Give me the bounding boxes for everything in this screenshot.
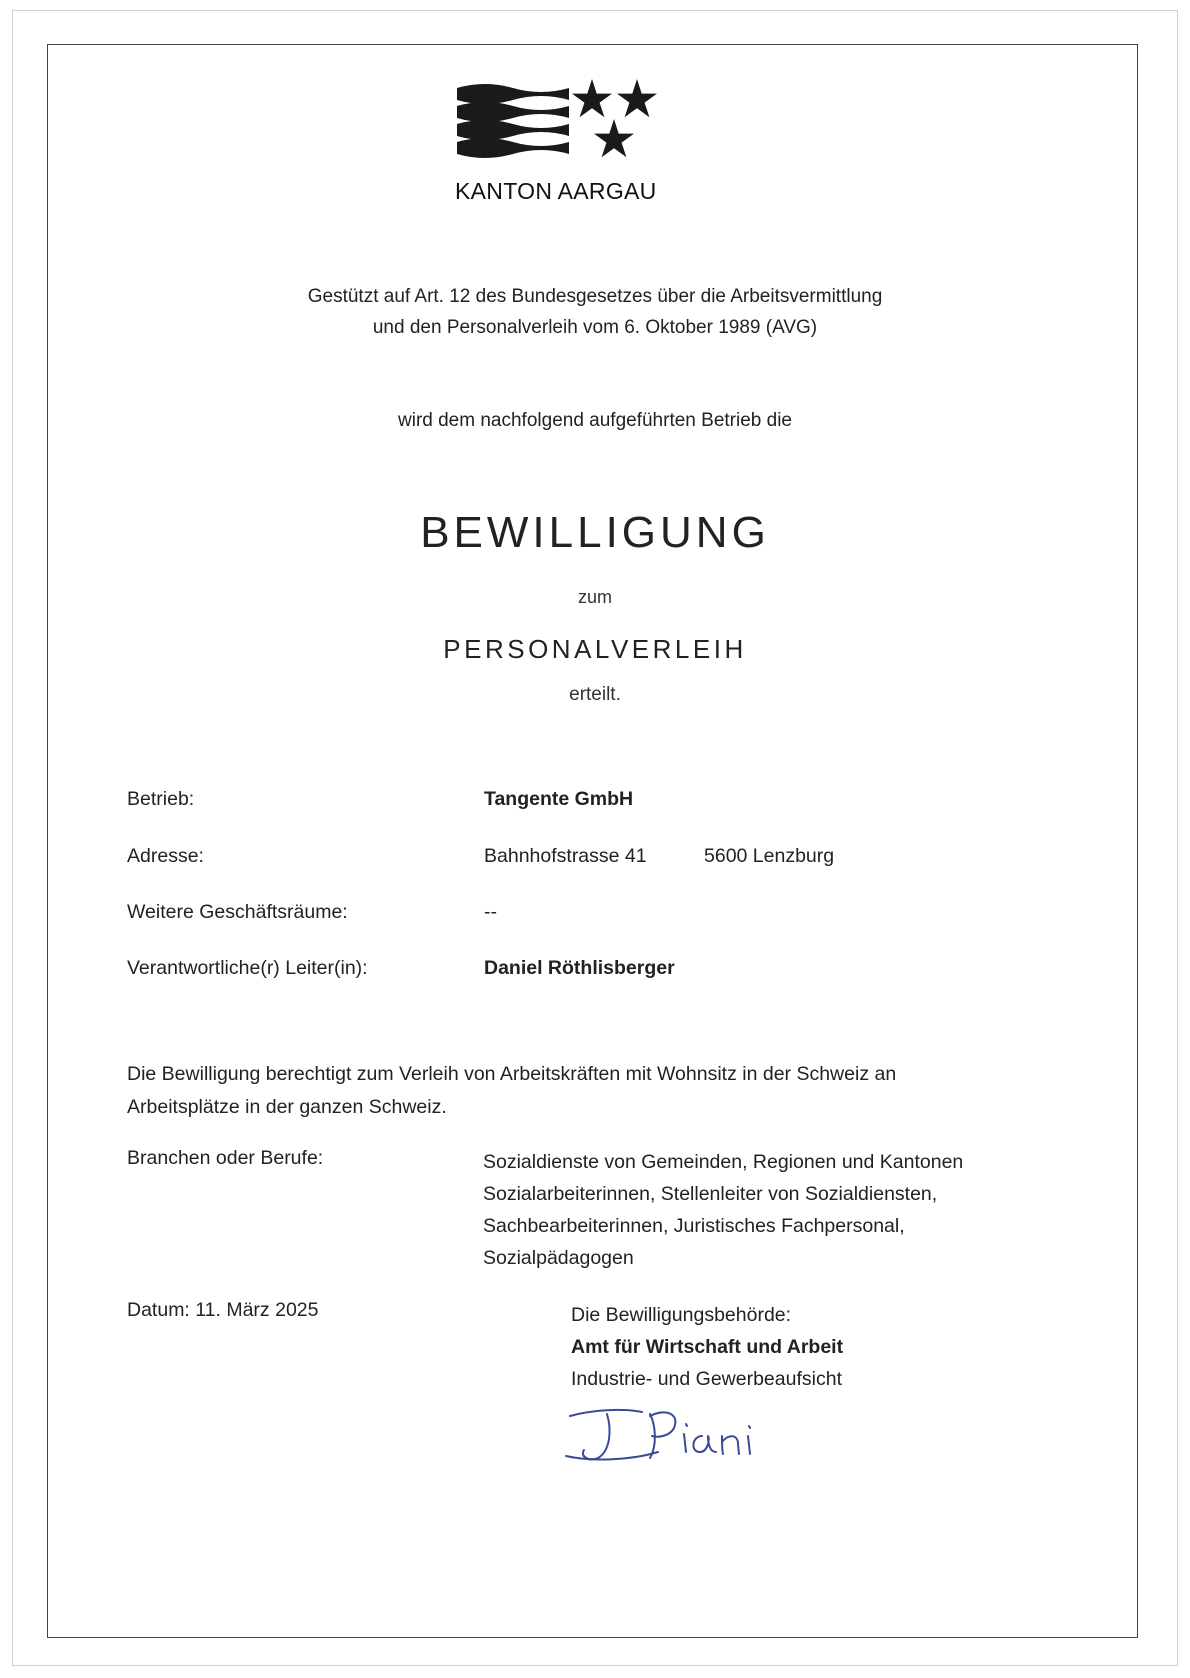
kanton-aargau-logo (455, 78, 705, 206)
branchen-label: Branchen oder Berufe: (127, 1147, 324, 1169)
authority-name: Amt für Wirtschaft und Arbeit (571, 1336, 844, 1358)
authority-department: Industrie- und Gewerbeaufsicht (571, 1368, 842, 1390)
branchen-line: Sachbearbeiterinnen, Juristisches Fachpersonal, (483, 1215, 905, 1237)
weitere-label: Weitere Geschäftsräume: (127, 901, 348, 923)
document-title: BEWILLIGUNG (420, 508, 770, 557)
issue-date: Datum: 11. März 2025 (127, 1299, 319, 1321)
authority-intro: Die Bewilligungsbehörde: (571, 1304, 792, 1326)
preamble-line: Gestützt auf Art. 12 des Bundesgesetzes über die Arbeitsvermittlung (307, 286, 883, 307)
authority-block (571, 1299, 843, 1395)
betrieb-label: Betrieb: (127, 788, 195, 810)
granted-text: erteilt. (569, 684, 621, 705)
signature (562, 1396, 782, 1481)
document-subtitle: PERSONALVERLEIH (443, 634, 747, 664)
title-connector: zum (577, 587, 612, 607)
scope-line: Die Bewilligung berechtigt zum Verleih von Arbeitskräften mit Wohnsitz in der Schweiz an (127, 1063, 897, 1085)
grant-intro: wird dem nachfolgend aufgeführten Betrieb die (398, 410, 792, 431)
betrieb-value: Tangente GmbH (484, 788, 634, 810)
adresse-label: Adresse: (127, 845, 204, 867)
adresse-city: 5600 Lenzburg (704, 845, 835, 867)
preamble-line: und den Personalverleih vom 6. Oktober 1989 (AVG) (372, 317, 818, 338)
leiter-label: Verantwortliche(r) Leiter(in): (127, 957, 368, 979)
branchen-line: Sozialarbeiterinnen, Stellenleiter von Sozialdiensten, (483, 1183, 938, 1205)
aargau-coat-of-arms-icon (455, 78, 705, 178)
handwritten-signature-icon (562, 1396, 782, 1476)
legal-basis-preamble (220, 281, 970, 343)
adresse-street: Bahnhofstrasse 41 (484, 845, 647, 867)
scope-paragraph (127, 1058, 1027, 1124)
branchen-list (483, 1146, 1043, 1274)
logo-text: KANTON AARGAU (455, 178, 657, 204)
leiter-value: Daniel Röthlisberger (484, 957, 675, 979)
weitere-value: -- (484, 901, 497, 923)
scope-line: Arbeitsplätze in der ganzen Schweiz. (127, 1096, 447, 1118)
branchen-line: Sozialdienste von Gemeinden, Regionen und Kantonen (483, 1151, 964, 1173)
branchen-line: Sozialpädagogen (483, 1247, 634, 1269)
